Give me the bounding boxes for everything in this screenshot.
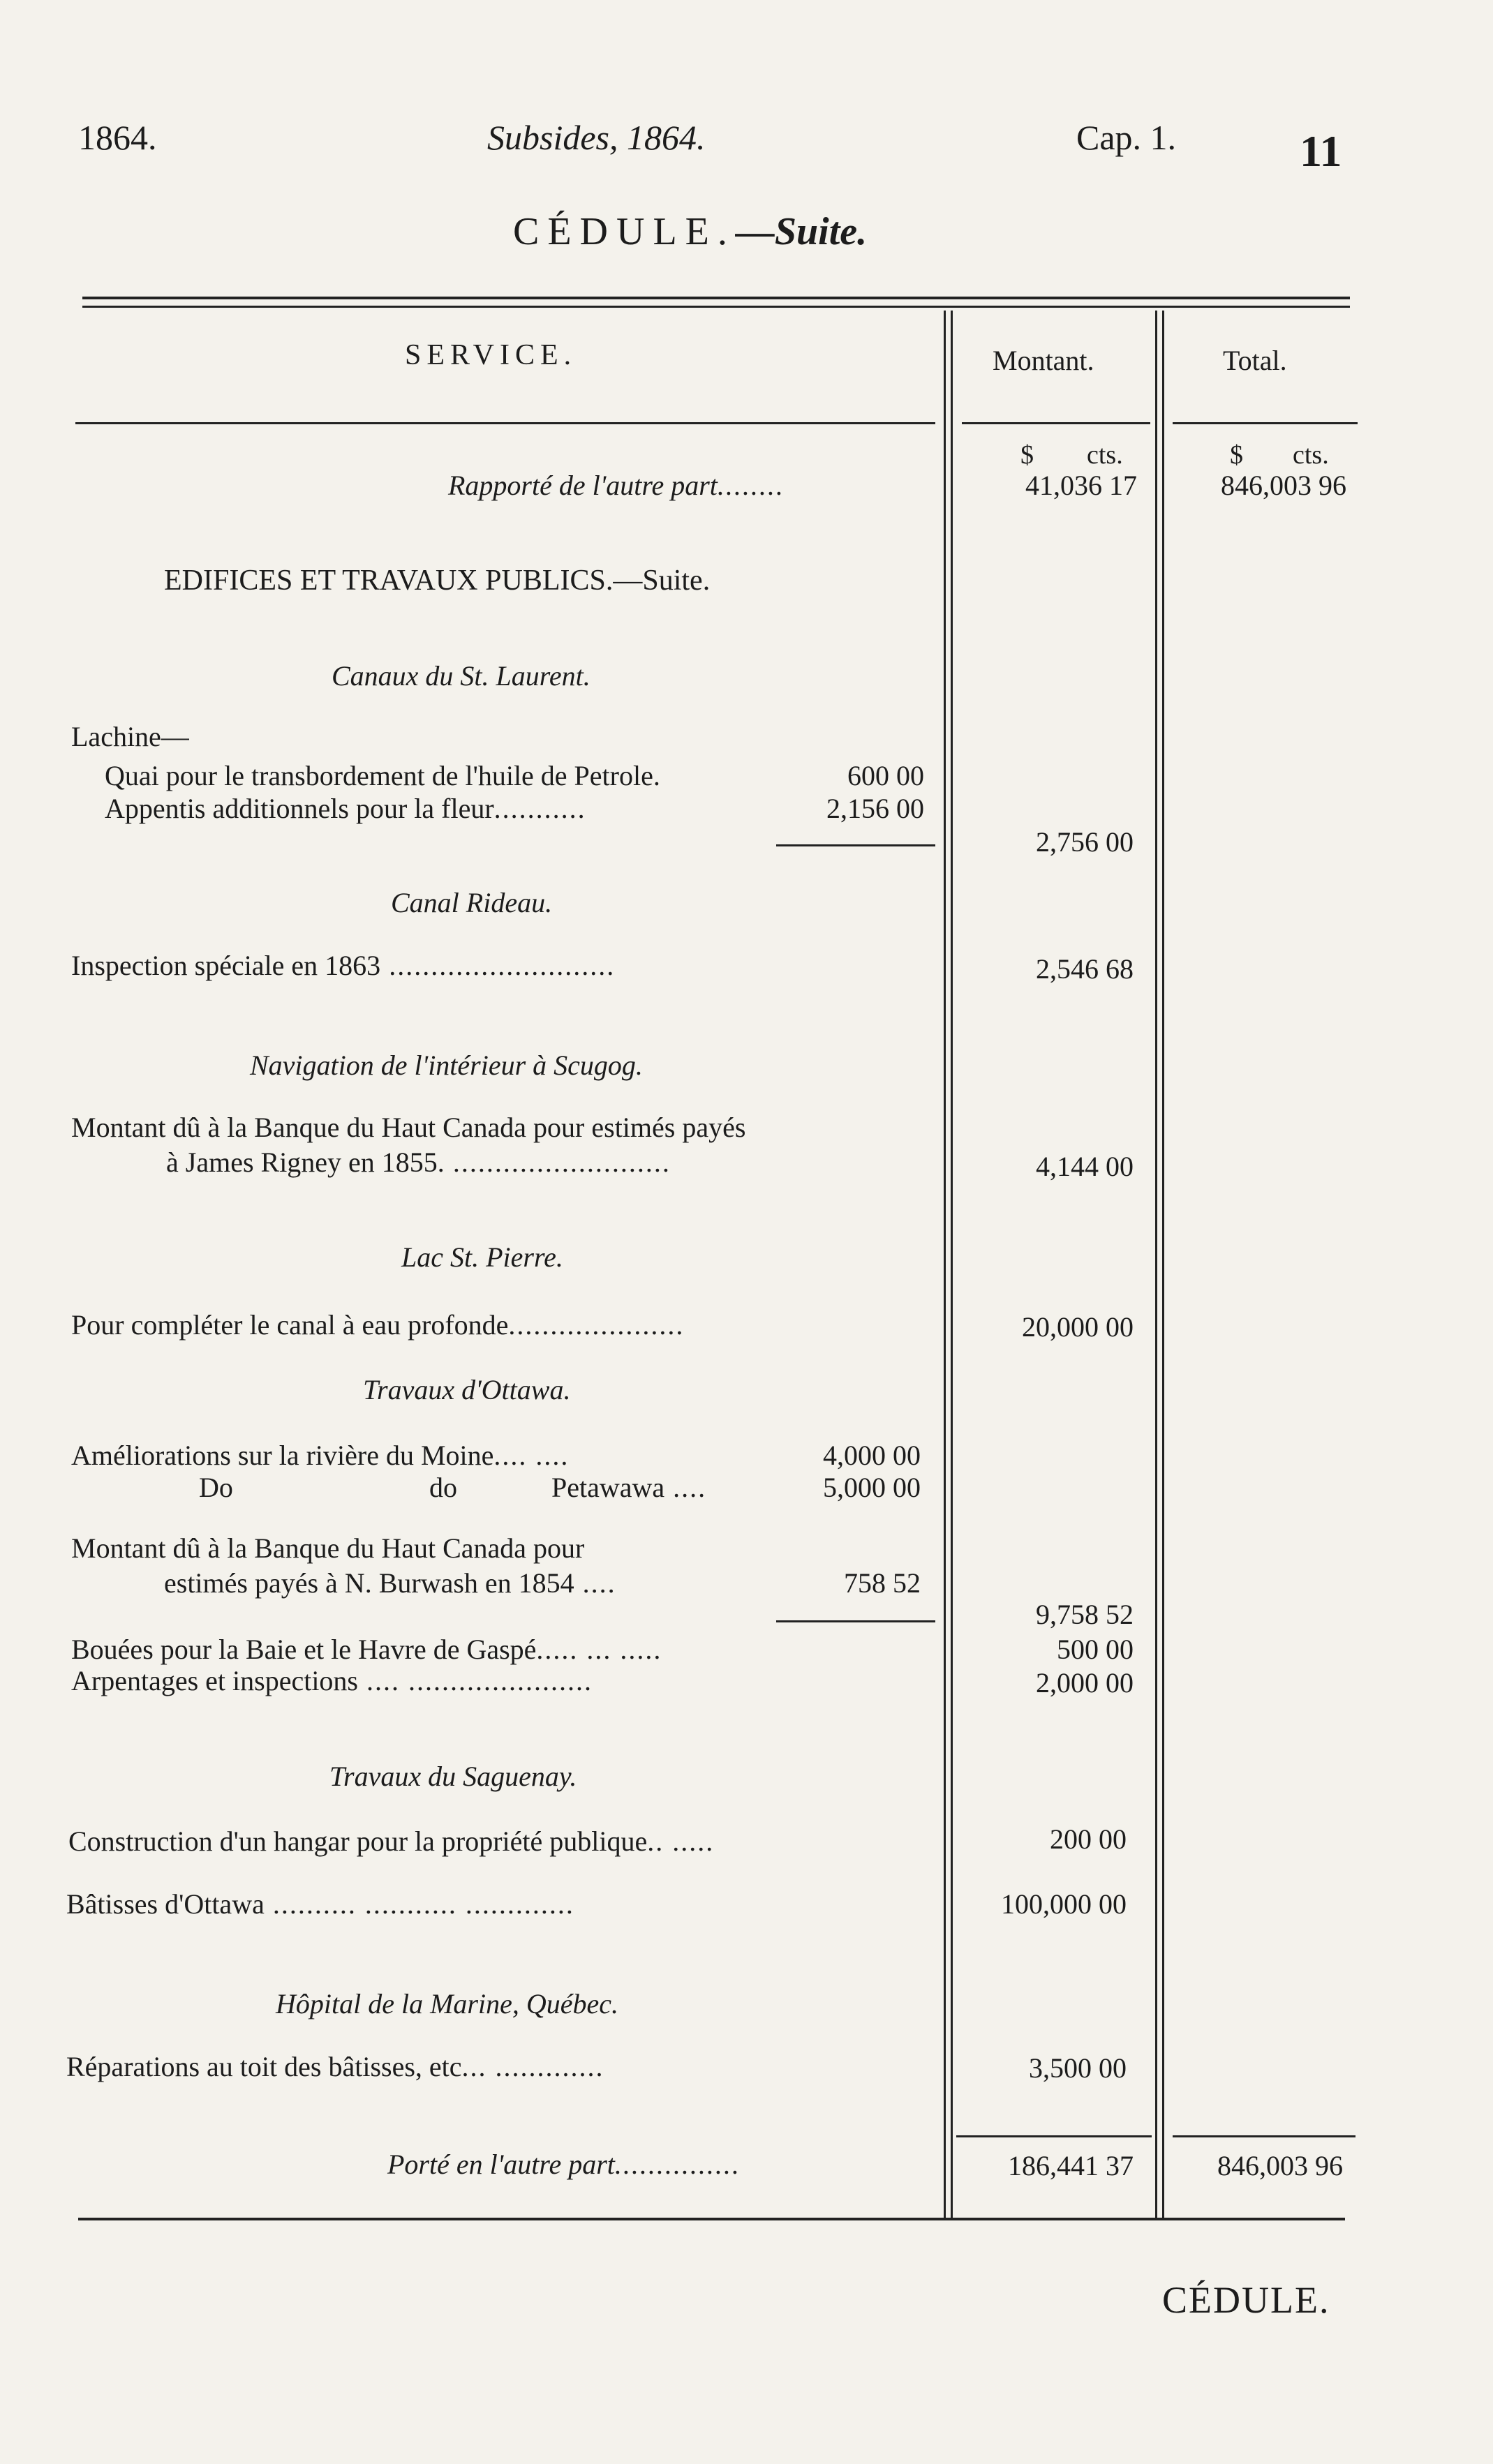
header-underline-total	[1173, 422, 1358, 424]
row-arpentages-label: Arpentages et inspections .... ......................	[71, 1665, 593, 1696]
row-bouees-label: Bouées pour la Baie et le Havre de Gaspé..... ... .....	[71, 1634, 662, 1665]
row-batisses-label: Bâtisses d'Ottawa .......... ........... .............	[66, 1888, 574, 1920]
row-lachine-total: 2,756 00	[1036, 826, 1134, 858]
row-burwash-amount: 758 52	[844, 1567, 921, 1599]
subhead-ottawa: Travaux d'Ottawa.	[363, 1374, 571, 1405]
column-divider-1b	[951, 311, 953, 2219]
page-heading	[513, 209, 867, 254]
row-petawawa-label: Petawawa ....	[551, 1472, 707, 1503]
column-header-montant: Montant.	[993, 345, 1094, 376]
top-rule-2	[82, 306, 1350, 308]
page-number: 11	[1300, 126, 1342, 176]
header-title: Subsides, 1864.	[487, 118, 706, 157]
row-quai-amount: 600 00	[847, 760, 924, 791]
bottom-rule	[78, 2218, 1345, 2220]
column-divider-1a	[944, 311, 946, 2219]
row-appentis-amount: 2,156 00	[826, 793, 924, 824]
row-appentis-label: Appentis additionnels pour la fleur...........	[105, 793, 586, 824]
total-rule-total	[1173, 2135, 1355, 2137]
header-underline-montant	[962, 422, 1150, 424]
section-title: EDIFICES ET TRAVAUX PUBLICS.—Suite.	[164, 565, 711, 597]
column-divider-2b	[1162, 311, 1164, 2219]
column-divider-2a	[1155, 311, 1157, 2219]
row-inspection-label: Inspection spéciale en 1863 ...........................	[71, 950, 616, 981]
row-porte-montant: 186,441 37	[1008, 2150, 1134, 2181]
row-bouees-montant: 500 00	[1057, 1634, 1134, 1665]
row-rapporte-total: 846,003 96	[1221, 470, 1346, 501]
row-porte-label: Porté en l'autre part...............	[387, 2149, 741, 2180]
row-arpentages-montant: 2,000 00	[1036, 1667, 1134, 1698]
subtotal-rule-lachine	[776, 844, 935, 846]
row-reparations-label: Réparations au toit des bâtisses, etc... .............	[66, 2051, 604, 2082]
row-inspection-montant: 2,546 68	[1036, 953, 1134, 985]
unit-dollar-montant: $	[1020, 440, 1034, 470]
row-rigney-line2: à James Rigney en 1855. ..........................	[166, 1147, 671, 1178]
row-petawawa-do1: Do	[199, 1472, 233, 1503]
row-canal-eau-label: Pour compléter le canal à eau profonde.....................	[71, 1309, 685, 1341]
unit-cts-montant: cts.	[1087, 440, 1123, 470]
row-batisses-montant: 100,000 00	[1001, 1888, 1127, 1920]
row-rapporte-montant: 41,036 17	[1025, 470, 1137, 501]
column-header-total: Total.	[1223, 345, 1287, 376]
subhead-scugog: Navigation de l'intérieur à Scugog.	[250, 1050, 643, 1081]
row-porte-total: 846,003 96	[1217, 2150, 1343, 2181]
row-petawawa-amount: 5,000 00	[823, 1472, 921, 1503]
heading-suite: —Suite.	[735, 210, 868, 253]
subhead-canaux: Canaux du St. Laurent.	[332, 660, 590, 692]
header-year: 1864.	[78, 118, 157, 157]
row-moine-amount: 4,000 00	[823, 1440, 921, 1471]
row-ottawa-total: 9,758 52	[1036, 1599, 1134, 1630]
subtotal-rule-ottawa	[776, 1620, 935, 1622]
row-lachine: Lachine—	[71, 721, 189, 752]
row-rapporte-label: Rapporté de l'autre part........	[448, 470, 785, 501]
subhead-rideau: Canal Rideau.	[391, 887, 553, 918]
catchword: CÉDULE.	[1162, 2279, 1330, 2321]
row-quai-label: Quai pour le transbordement de l'huile de Petrole.	[105, 760, 660, 791]
row-canal-eau-montant: 20,000 00	[1022, 1311, 1134, 1343]
row-burwash-line1: Montant dû à la Banque du Haut Canada pour	[71, 1532, 585, 1564]
row-reparations-montant: 3,500 00	[1029, 2052, 1127, 2084]
top-rule-1	[82, 297, 1350, 299]
subhead-lac: Lac St. Pierre.	[401, 1241, 563, 1273]
header-chapter: Cap. 1.	[1076, 118, 1177, 157]
row-moine-label: Améliorations sur la rivière du Moine.... ....	[71, 1440, 570, 1471]
subhead-hopital: Hôpital de la Marine, Québec.	[276, 1988, 619, 2019]
unit-dollar-total: $	[1230, 440, 1243, 470]
row-hangar-label: Construction d'un hangar pour la propriété publique.. .....	[68, 1825, 715, 1857]
row-burwash-line2: estimés payés à N. Burwash en 1854 ....	[164, 1567, 616, 1599]
column-header-service: SERVICE.	[405, 339, 577, 371]
subhead-saguenay: Travaux du Saguenay.	[329, 1761, 577, 1792]
row-rigney-montant: 4,144 00	[1036, 1151, 1134, 1182]
heading-main: CÉDULE.	[513, 210, 736, 253]
row-rigney-line1: Montant dû à la Banque du Haut Canada pour estimés payés	[71, 1112, 746, 1143]
header-underline-service	[75, 422, 935, 424]
unit-cts-total: cts.	[1293, 440, 1329, 470]
row-petawawa-do2: do	[429, 1472, 457, 1503]
row-hangar-montant: 200 00	[1050, 1823, 1127, 1855]
total-rule-montant	[956, 2135, 1152, 2137]
